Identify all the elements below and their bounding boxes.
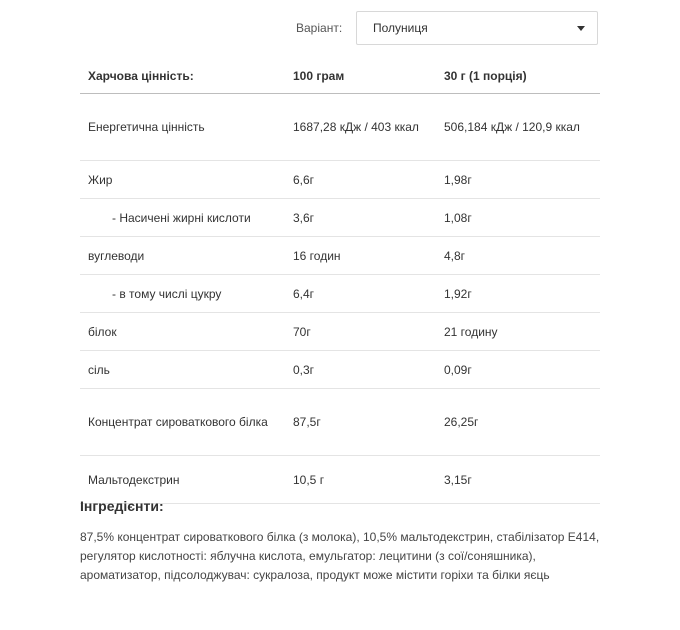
- nutrient-name: вуглеводи: [88, 248, 145, 263]
- table-row: [80, 389, 600, 456]
- value-per-100g: 16 годин: [293, 248, 341, 263]
- table-row: [80, 351, 600, 389]
- nutrient-name: білок: [88, 324, 117, 339]
- value-per-100g: 70г: [293, 324, 311, 339]
- nutrient-name: Мальтодекстрин: [88, 472, 180, 487]
- header-per-serving: 30 г (1 порція): [444, 69, 527, 83]
- table-row: [80, 275, 600, 313]
- value-per-serving: 1,08г: [444, 210, 472, 225]
- nutrient-name: Енергетична цінність: [88, 120, 205, 134]
- table-row: [80, 237, 600, 275]
- nutrient-name: Жир: [88, 172, 113, 187]
- value-per-serving: 21 годину: [444, 324, 498, 339]
- nutrition-table: [80, 59, 600, 504]
- chevron-down-icon: [577, 26, 585, 31]
- value-per-100g: 1687,28 кДж / 403 ккал: [293, 120, 419, 134]
- nutrient-name: сіль: [88, 362, 110, 377]
- nutrient-name: - в тому числі цукру: [112, 286, 222, 301]
- nutrient-name: - Насичені жирні кислоти: [112, 210, 251, 225]
- ingredients-section: [80, 498, 608, 585]
- value-per-100g: 0,3г: [293, 362, 315, 377]
- value-per-serving: 4,8г: [444, 248, 466, 263]
- ingredients-text: 87,5% концентрат сироваткового білка (з молока), 10,5% мальтодекстрин, стабілізатор Е414, регулятор кислотності: яблучна кислота, емульгатор: лецитини (з сої/соняшника), ароматизатор, підсолоджувач: сукралоза, продукт може містити горіхи та білки яєць: [80, 530, 600, 582]
- variant-selected-value: Полуниця: [373, 21, 428, 35]
- header-per-100g: 100 грам: [293, 69, 345, 83]
- header-nutrient: Харчова цінність:: [88, 69, 194, 83]
- nutrient-name: Концентрат сироваткового білка: [88, 415, 268, 429]
- value-per-100g: 6,6г: [293, 172, 315, 187]
- value-per-serving: 1,92г: [444, 286, 472, 301]
- value-per-serving: 3,15г: [444, 472, 472, 487]
- variant-selector: [296, 11, 598, 45]
- value-per-100g: 10,5 г: [293, 472, 325, 487]
- table-row: [80, 199, 600, 237]
- value-per-serving: 0,09г: [444, 362, 472, 377]
- variant-dropdown[interactable]: [356, 11, 598, 45]
- value-per-serving: 26,25г: [444, 415, 479, 429]
- value-per-100g: 6,4г: [293, 286, 315, 301]
- table-row: [80, 456, 600, 504]
- nutrition-header-row: [80, 59, 600, 94]
- value-per-serving: 506,184 кДж / 120,9 ккал: [444, 120, 580, 134]
- table-row: [80, 94, 600, 161]
- value-per-100g: 3,6г: [293, 210, 315, 225]
- table-row: [80, 313, 600, 351]
- value-per-100g: 87,5г: [293, 415, 321, 429]
- table-row: [80, 161, 600, 199]
- variant-label: Варіант:: [296, 21, 343, 35]
- value-per-serving: 1,98г: [444, 172, 472, 187]
- ingredients-title: Інгредієнти:: [80, 498, 164, 514]
